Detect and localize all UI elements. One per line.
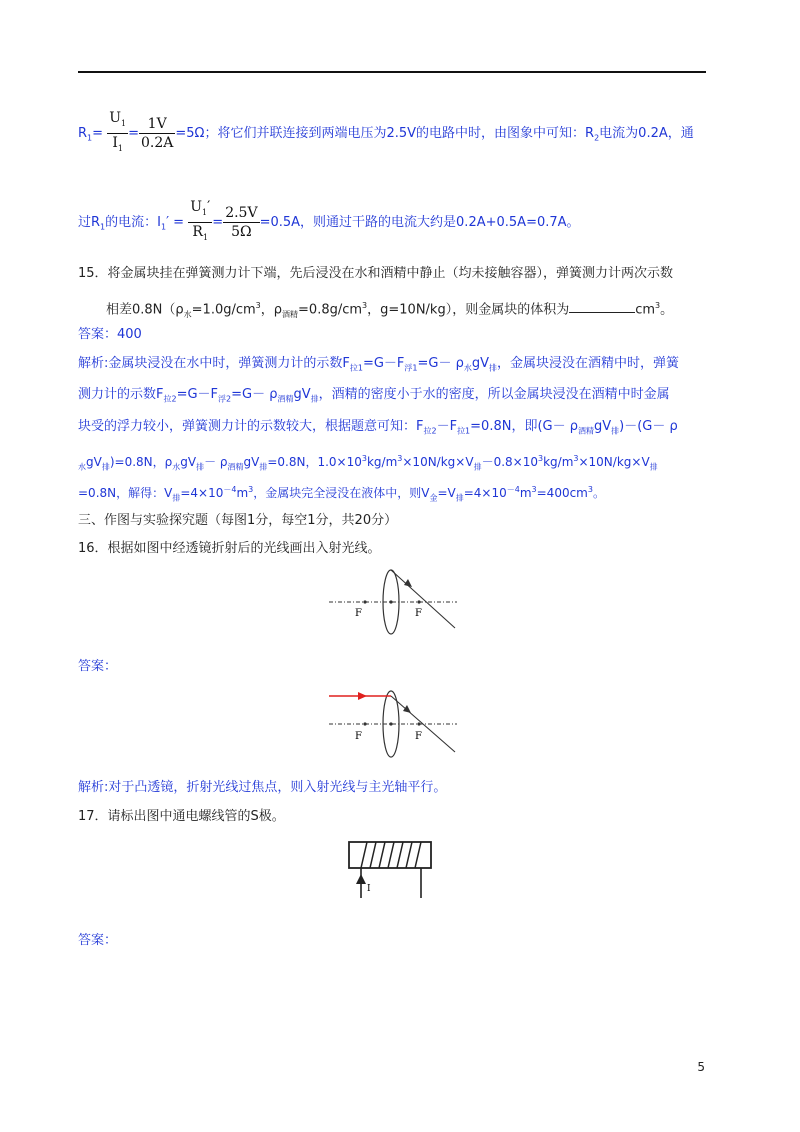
arrow-icon (358, 692, 367, 700)
focus-left-label: F (355, 731, 362, 742)
lens-answer-diagram (325, 688, 465, 760)
focus-right-dot (417, 600, 420, 603)
current-arrow-icon (356, 874, 366, 884)
q15-explain-line-4: $_水gV_排)=0.8N$，$\rho_水gV_排- \rho_{酒精}gV_排=0.8N$，$1.0\times 10^3kg/m^3\times 10N/kg\times V_排-0.8\times 10^3kg/m^3\times 10N/kg\times V_排$ (78, 454, 658, 472)
lens-diagram (325, 568, 465, 636)
focus-left-dot (363, 600, 366, 603)
optical-center-dot (389, 600, 392, 603)
current-label: I (367, 884, 371, 894)
q15-explain-line-3: 块受的浮力较小，弹簧测力计的示数较大，根据题意可知：$F_{拉2}-F_{拉1}=0.8N$，即$(G- \rho_{酒精}gV_排)-(G- \rho$ (78, 419, 678, 436)
q16-explanation: 解析:对于凸透镜，折射光线过焦点，则入射光线与主光轴平行。 (78, 780, 447, 795)
q16-question: 16．根据如图中经透镜折射后的光线画出入射光线。 (78, 541, 381, 556)
q14-explain-line-1: $R_1=$ $\frac{U_1}{I_1}$ = $\frac{1V}{0.2A}$ =5Ω；将它们并联连接到两端电压为2.5V的电路中时，由图象中可知：$R_2$电流为0.2A，通 (78, 109, 694, 158)
answer-blank (569, 300, 635, 313)
coil-windings (361, 842, 421, 868)
q15-explain-line-5: =0.8N，解得：$V_排=4\times 10^{-4}m^3$，金属块完全浸没在液体中，则$V_金=V_排=4\times 10^{-4}m^3=400cm^3$。 (78, 485, 605, 503)
q16-answer: 答案： (78, 659, 118, 674)
refracted-ray (391, 570, 455, 628)
optical-center-dot (389, 722, 392, 725)
header-rule (78, 71, 706, 73)
fraction-25v-5ohm: $\frac{2.5V}{5\Omega}$ (225, 204, 258, 240)
solenoid-diagram (345, 836, 437, 902)
focus-right-label: F (415, 608, 422, 619)
focus-left-dot (363, 722, 366, 725)
q15-question-line-2: 相差$0.8N(\rho_水=1.0g/cm^3$，$\rho_{酒精}=0.8g/cm^3$，g=10N/kg），则金属块的体积为 $cm^3$。 (106, 301, 674, 319)
focus-left-label: F (355, 608, 362, 619)
q15-explain-line-1: 解析:金属块浸没在水中时，弹簧测力计的示数$F_{拉1}=G-F_{浮1}=G- \rho_水gV_排$，金属块浸没在酒精中时，弹簧 (78, 356, 680, 373)
focus-right-dot (417, 722, 420, 725)
q15-question-line-1: 15．将金属块挂在弹簧测力计下端，先后浸没在水和酒精中静止（均未接触容器），弹簧测力计两次示数 (78, 266, 674, 281)
refracted-ray (391, 696, 455, 752)
fraction-u1-i1: $\frac{U_1}{I_1}$ (107, 109, 128, 158)
fraction-1v-02a: $\frac{1V}{0.2A}$ (141, 115, 174, 151)
section-3-heading: 三、作图与实验探究题（每图1分，每空1分，共20分） (78, 513, 398, 528)
q17-question: 17．请标出图中通电螺线管的S极。 (78, 809, 285, 824)
arrow-icon (403, 705, 411, 713)
q15-explain-line-2: 测力计的示数$F_{拉2}=G-F_{浮2}=G- \rho_{酒精}gV_排$，酒精的密度小于水的密度，所以金属块浸没在酒精中时金属 (78, 387, 670, 404)
q15-answer: 答案：400 (78, 327, 142, 342)
fraction-u1-r1: $\frac{U_1'}{R_1}$ (188, 198, 212, 247)
page-number: 5 (697, 1060, 705, 1074)
focus-right-label: F (415, 731, 422, 742)
q14-explain-line-2: 过$R_1$的电流：$I_1'$ = $\frac{U_1'}{R_1}$ = $\frac{2.5V}{5\Omega}$ =0.5A，则通过干路的电流大约是0.2A+0.5A=0.7A。 (78, 198, 580, 247)
q17-answer: 答案： (78, 933, 118, 948)
